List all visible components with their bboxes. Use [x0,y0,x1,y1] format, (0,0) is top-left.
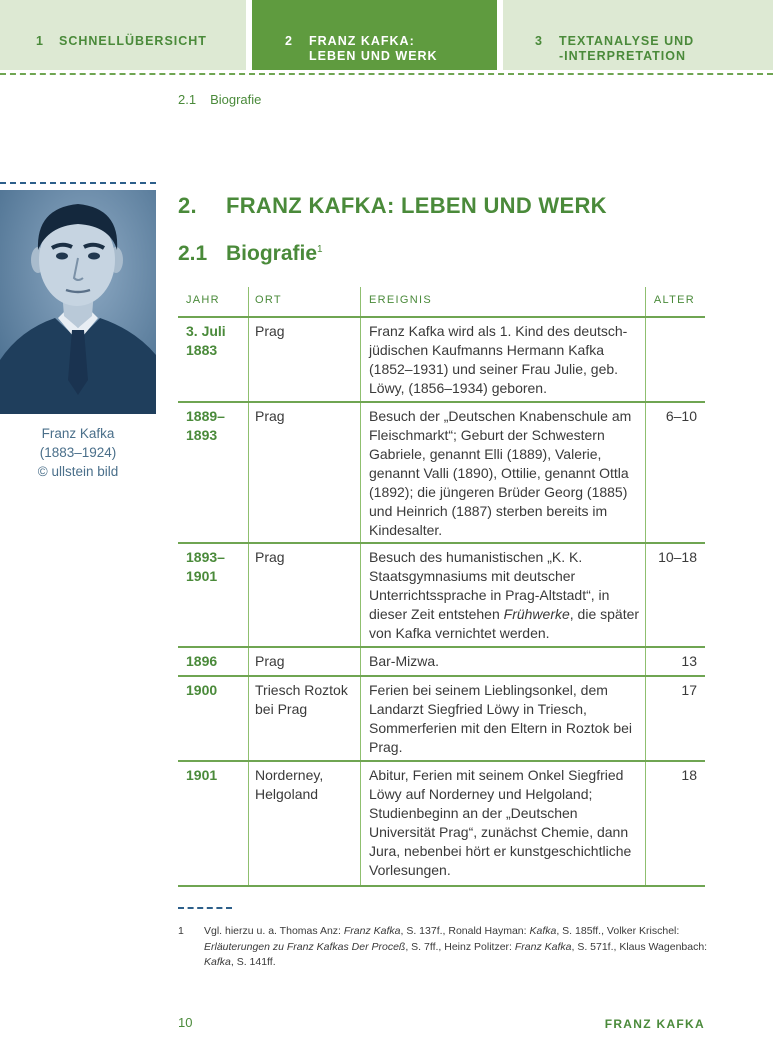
tab-label-line1: FRANZ KAFKA: [309,34,415,48]
column-divider [360,287,361,316]
tab-label-line2: LEBEN UND WERK [309,49,438,63]
column-divider [645,287,646,316]
footnote-segment: , S. 137f., Ronald Hayman: [400,925,530,937]
tab-textanalyse[interactable] [503,0,773,70]
section-number: 2.1 [178,242,208,265]
footnote-segment: , S. 7ff., Heinz Politzer: [405,940,515,953]
column-divider [248,318,249,401]
column-divider [248,762,249,885]
row-place: Norderney, Helgoland [255,767,324,802]
footnote-text [204,924,708,971]
row-event: Franz Kafka wird als 1. Kind des deutsch-jüdischen Kaufmanns Hermann Kafka (1852–1931) und seiner Frau Julie, geb. Löwy, (1856–1934) geboren. [369,323,628,396]
table-row [178,403,705,544]
biography-table [178,287,705,887]
tab-label-line2: -INTERPRETATION [559,49,687,63]
tab-label [559,34,694,64]
row-event: Bar-Mizwa. [369,653,440,669]
photo-dashed-rule [0,182,156,184]
table-row [178,318,705,403]
row-place: Prag [255,408,285,424]
page-number: 10 [178,1015,193,1030]
row-year: 3. Juli 1883 [186,323,226,358]
row-place: Prag [255,549,285,565]
row-place: Prag [255,653,285,669]
row-event-text: Besuch des humanistischen „K. K. Staatsgymnasiums mit deutscher Unterrichtssprache in Prag-Altstadt“, in dieser Zeit entstehen [369,549,610,622]
chapter-number: 2. [178,193,197,218]
row-year: 1889–1893 [186,408,225,443]
row-age: 10–18 [658,549,697,565]
kafka-portrait-photo [0,190,156,414]
footnote-reference[interactable]: 1 [317,244,323,255]
column-divider [248,648,249,675]
footnote-title: Kafka [529,925,557,937]
table-row [178,648,705,677]
column-divider [248,544,249,646]
caption-name: Franz Kafka [41,426,115,441]
caption-credit: © ullstein bild [37,464,119,479]
footnote-title: Franz Kafka [514,940,572,953]
section-heading [178,242,323,266]
row-age: 6–10 [665,408,697,424]
section-title: Biografie [226,242,318,265]
breadcrumb [178,92,275,107]
row-year: 1896 [186,653,218,669]
row-event: Abitur, Ferien mit seinem Onkel Siegfried Löwy auf Norderney und Helgoland; Studienbeginn an der „Deutschen Universität Prag“, zunächst Chemie, dann Jura, nebenbei hört er kunstgeschichtliche Vorlesungen. [369,767,632,878]
table-row [178,762,705,887]
caption-dates: (1883–1924) [39,445,117,460]
row-age: 13 [681,653,697,669]
table-row [178,544,705,648]
footnote-title: Franz Kafka [343,925,401,937]
table-header [178,287,705,318]
chapter-heading [178,193,607,219]
tab-label: SCHNELLÜBERSICHT [59,34,207,48]
row-year: 1900 [186,682,218,698]
tab-label-line1: TEXTANALYSE UND [559,34,695,48]
chapter-tabs [0,0,773,72]
row-event: Ferien bei seinem Lieblingsonkel, dem Landarzt Siegfried Löwy in Triesch, Sommerferien mit den Eltern in Roztok bei Prag. [369,682,632,755]
footnote-segment: , S. 141ff. [230,956,276,968]
tab-number: 2 [285,34,293,48]
header-event: EREIGNIS [369,294,432,306]
column-divider [248,287,249,316]
header-dashed-rule [0,73,773,75]
row-age: 17 [681,682,697,698]
row-event [369,548,641,643]
row-place: Triesch Roztok bei Prag [255,682,348,717]
row-event: Besuch der „Deutschen Knabenschule am Fleischmarkt“; Geburt der Schwestern Gabriele, genannt Elli (1889), Valerie, genannt Valli (1890), Ottilie, genannt Ottla (1892); die jüngeren Brüder Georg (1885) und Heinrich (1887) sterben bereits im Kindesalter. [369,408,632,538]
row-event-text: , die später von Kafka vernichtet werden. [369,606,640,641]
breadcrumb-title: Biografie [210,92,262,107]
footnote-rule [178,907,232,909]
tab-leben-und-werk[interactable] [252,0,497,70]
tab-number: 1 [36,34,44,48]
header-age: ALTER [653,294,695,306]
footnote-segment: , S. 571f., Klaus Wagenbach: [571,940,708,953]
footnote-title: Erläuterungen zu Franz Kafkas Der Proceß [204,940,406,953]
tab-schnelluebersicht[interactable] [0,0,246,70]
header-place: ORT [255,294,282,306]
column-divider [645,318,646,401]
footnote-segment: Vgl. hierzu u. a. Thomas Anz: [204,925,344,937]
footnote-segment: , S. 185ff., Volker Krischel: [556,925,680,937]
row-age: 18 [681,767,697,783]
tab-label [309,34,438,64]
footnote-number: 1 [178,925,184,937]
column-divider [248,403,249,542]
footnote-title: Kafka [204,956,231,968]
row-event-italic: Frühwerke [503,606,570,622]
column-divider [248,677,249,760]
row-year: 1901 [186,767,218,783]
row-place: Prag [255,323,285,339]
row-year: 1893–1901 [186,549,225,584]
tab-number: 3 [535,34,543,48]
breadcrumb-number: 2.1 [178,92,197,107]
header-year: JAHR [186,294,220,306]
table-row [178,677,705,762]
running-title: FRANZ KAFKA [604,1017,705,1031]
chapter-title: FRANZ KAFKA: LEBEN UND WERK [226,193,607,218]
portrait-caption [0,424,156,481]
